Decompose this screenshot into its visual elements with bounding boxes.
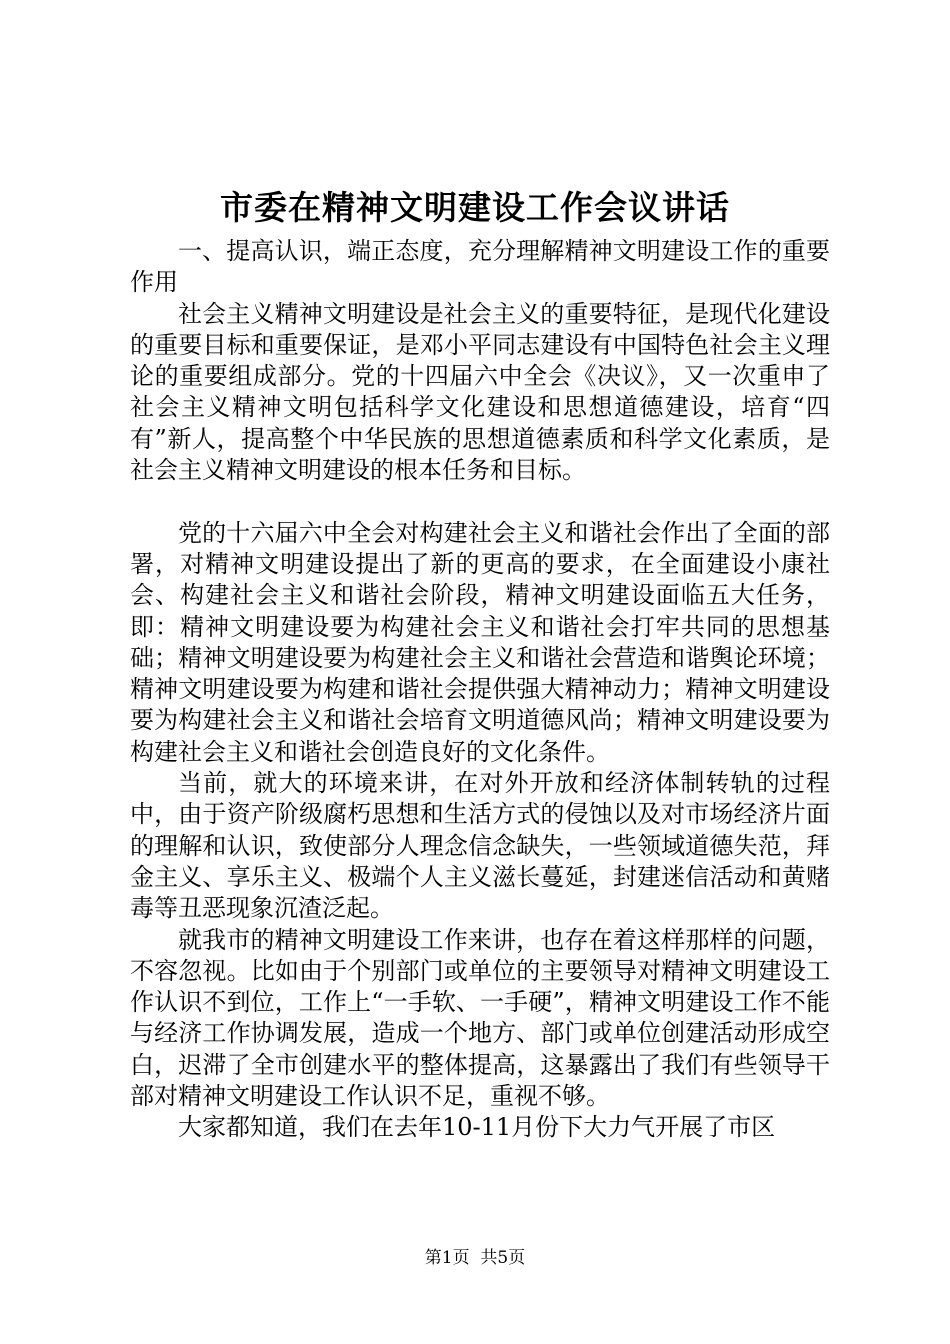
body-paragraph: 党的十六届六中全会对构建社会主义和谐社会作出了全面的部署，对精神文明建设提出了新的更高的要求，在全面建设小康社会、构建社会主义和谐社会阶段，精神文明建设面临五大任务，即：精神文明建设要为构建社会主义和谐社会打牢共同的思想基础；精神文明建设要为构建社会主义和谐社会营造和谐舆论环境；精神文明建设要为构建和谐社会提供强大精神动力；精神文明建设要为构建社会主义和谐社会培育文明道德风尚；精神文明建设要为构建社会主义和谐社会创造良好的文化条件。 <box>130 518 830 766</box>
body-paragraph: 大家都知道，我们在去年10-11月份下大力气开展了市区 <box>178 1113 776 1142</box>
document-body <box>130 236 830 1144</box>
page-number-footer: 第1页 共5页 <box>424 1248 526 1268</box>
document-title: 市委在精神文明建设工作会议讲话 <box>220 188 730 227</box>
body-paragraph: 社会主义精神文明建设是社会主义的重要特征，是现代化建设的重要目标和重要保证，是邓小平同志建设有中国特色社会主义理论的重要组成部分。党的十四届六中全会《决议》，又一次重申了社会主义精神文明包括科学文化建设和思想道德建设，培育“四有”新人，提高整个中华民族的思想道德素质和科学文化素质，是社会主义精神文明建设的根本任务和目标。 <box>130 299 830 485</box>
body-paragraph: 当前，就大的环境来讲，在对外开放和经济体制转轨的过程中，由于资产阶级腐朽思想和生活方式的侵蚀以及对市场经济片面的理解和认识，致使部分人理念信念缺失，一些领域道德失范，拜金主义、享乐主义、极端个人主义滋长蔓延，封建迷信活动和黄赌毒等丑恶现象沉渣泛起。 <box>130 769 830 923</box>
body-paragraph: 就我市的精神文明建设工作来讲，也存在着这样那样的问题，不容忽视。比如由于个别部门或单位的主要领导对精神文明建设工作认识不到位，工作上“一手软、一手硬”，精神文明建设工作不能与经济工作协调发展，造成一个地方、部门或单位创建活动形成空白，迟滞了全市创建水平的整体提高，这暴露出了我们有些领导干部对精神文明建设工作认识不足，重视不够。 <box>130 925 830 1111</box>
section-heading: 一、提高认识，端正态度，充分理解精神文明建设工作的重要作用 <box>130 237 830 297</box>
